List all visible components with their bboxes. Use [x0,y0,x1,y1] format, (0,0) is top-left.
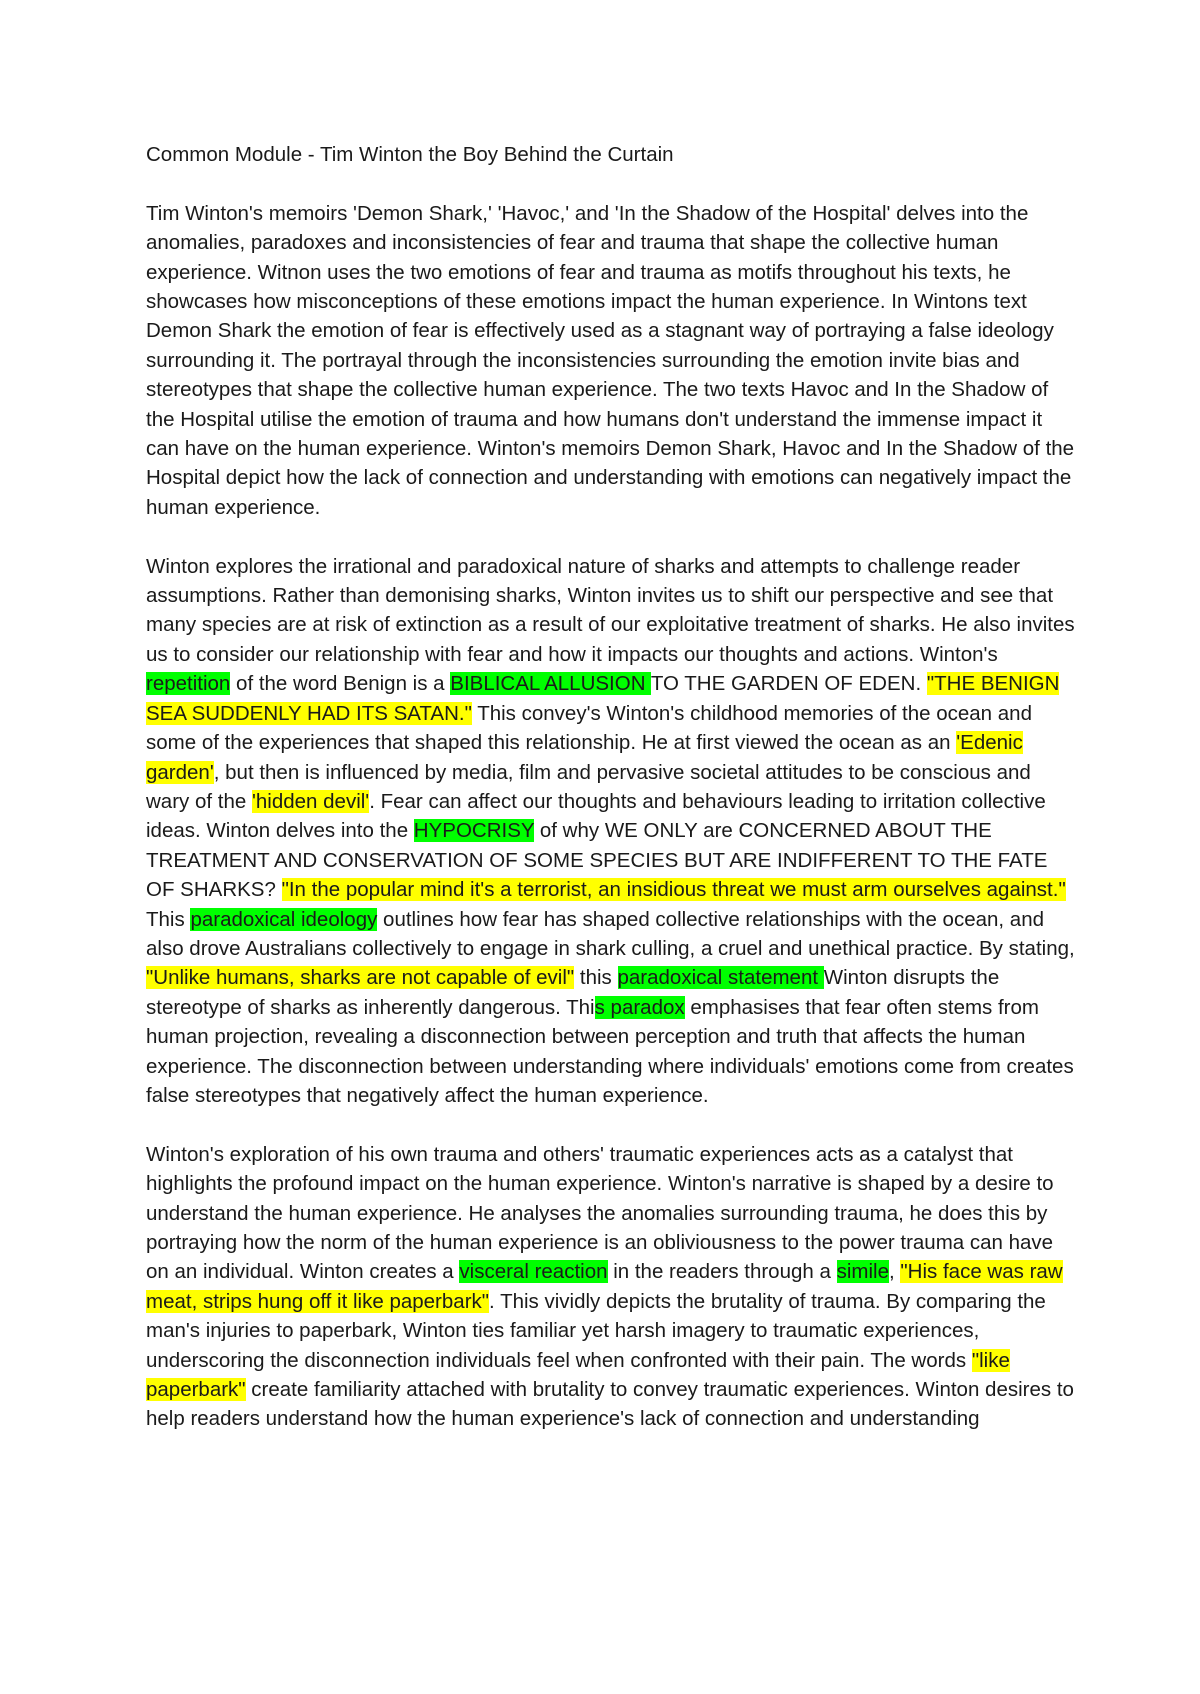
text-run: this [574,966,618,990]
highlight-technique: repetition [146,672,231,696]
text-run: TO THE GARDEN OF EDEN. [650,672,927,696]
highlight-quote: "like paperbark" [146,1348,1010,1402]
text-run: Winton disrupts the stereotype of sharks as inherently dangerous. Thi [146,966,1000,1019]
highlight-quote: 'hidden devil' [251,789,370,813]
document-page [146,140,1076,1463]
text-run: create familiarity attached with brutality to convey traumatic experiences. Winton desires to help readers understand how the human experience's lack of connection and understanding [146,1378,1074,1431]
document-body [146,199,1076,1434]
text-run: . This vividly depicts the brutality of trauma. By comparing the man's injuries to paperbark, Winton ties familiar yet harsh imagery to traumatic experiences, underscoring the disconnection individuals feel when confronted with their pain. The words [146,1289,1046,1372]
text-run: This convey's Winton's childhood memories of the ocean and some of the experiences that shaped this relationship. He at first viewed the ocean as an [146,701,1032,755]
highlight-technique: visceral reaction [459,1260,608,1284]
highlight-technique: HYPOCRISY [413,819,535,843]
text-run: Tim Winton's memoirs 'Demon Shark,' 'Havoc,' and 'In the Shadow of the Hospital' delves into the anomalies, paradoxes and inconsistencies of fear and trauma that shape the collective human experience. Witnon uses the two emotions of fear and trauma as motifs throughout his texts, he showcases how misconceptions of these emotions impact the human experience. In Wintons text Demon Shark the emotion of fear is effectively used as a stagnant way of portraying a false ideology surrounding it. The portrayal through the inconsistencies surrounding the emotion invite bias and stereotypes that shape the collective human experience. The two texts Havoc and In the Shadow of the Hospital utilise the emotion of trauma and how humans don't understand the immense impact it can have on the human experience. Winton's memoirs Demon Shark, Havoc and In the Shadow of the Hospital depict how the lack of connection and understanding with emotions can negatively impact the human experience. [146,201,1075,519]
body-paragraph [146,199,1076,522]
text-run: of the word Benign is a [230,672,451,696]
text-run: Winton's exploration of his own trauma and others' traumatic experiences acts as a catalyst that highlights the profound impact on the human experience. Winton's narrative is shaped by a desire to understand the human experience. He analyses the anomalies surrounding trauma, he does this by portraying how the norm of the human experience is an obliviousness to the power trauma can have on an individual. Winton creates a [146,1142,1054,1284]
highlight-technique: paradoxical statement [617,966,824,990]
highlight-technique: paradoxical ideology [190,907,378,931]
text-run: , [889,1260,901,1284]
text-run: of why WE ONLY are CONCERNED ABOUT THE TREATMENT AND CONSERVATION OF SOME SPECIES BUT ARE INDIFFERENT TO THE FATE OF SHARKS? [146,819,1048,902]
highlight-quote: "In the popular mind it's a terrorist, an insidious threat we must arm ourselves against." [281,878,1066,902]
highlight-quote: "His face was raw meat, strips hung off it like paperbark" [146,1260,1063,1313]
highlight-technique: BIBLICAL ALLUSION [450,672,651,696]
text-run: emphasises that fear often stems from human projection, revealing a disconnection between perception and truth that affects the human experience. The disconnection between understanding where individuals' emotions come from creates false stereotypes that negatively affect the human experience. [146,995,1074,1107]
document-title: Common Module - Tim Winton the Boy Behind the Curtain [146,143,674,166]
body-paragraph [146,552,1076,1111]
highlight-quote: 'Edenic garden' [146,731,1023,784]
text-run: . Fear can affect our thoughts and behaviours leading to irritation collective ideas. Winton delves into the [146,789,1046,843]
text-run: This [146,907,191,931]
highlight-quote: "THE BENIGN SEA SUDDENLY HAD ITS SATAN." [146,672,1060,725]
text-run: Winton explores the irrational and paradoxical nature of sharks and attempts to challenge reader assumptions. Rather than demonising sharks, Winton invites us to shift our perspective and see that many species are at risk of extinction as a result of our exploitative treatment of sharks. He also invites us to consider our relationship with fear and how it impacts our thoughts and actions. Winton's [146,554,1075,666]
highlight-technique: s paradox [594,995,685,1019]
body-paragraph [146,1140,1076,1434]
text-run: outlines how fear has shaped collective relationships with the ocean, and also drove Australians collectively to engage in shark culling, a cruel and unethical practice. By stating, [146,907,1075,960]
text-run: , but then is influenced by media, film and pervasive societal attitudes to be conscious and wary of the [146,760,1031,813]
highlight-quote: "Unlike humans, sharks are not capable of evil" [146,966,575,990]
highlight-technique: simile [836,1260,889,1284]
text-run: in the readers through a [607,1260,837,1284]
